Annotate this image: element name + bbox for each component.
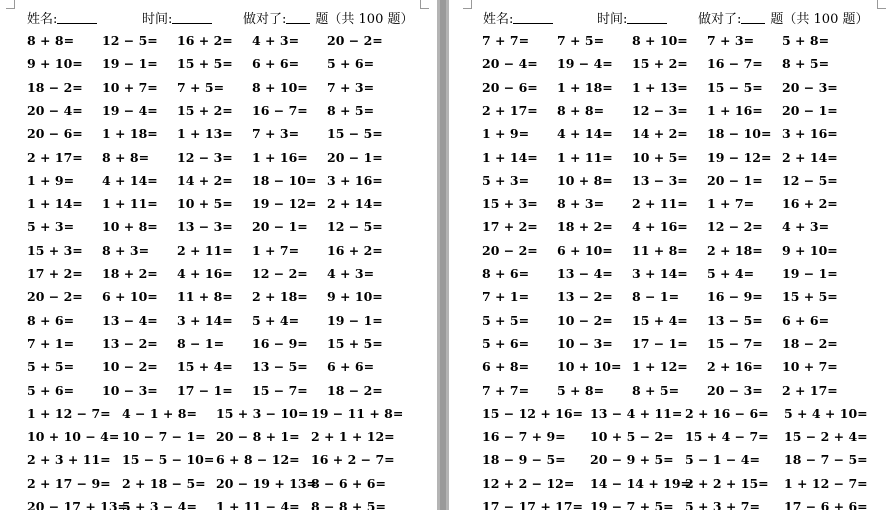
math-problem: 12 − 2= <box>707 219 763 235</box>
math-problem: 12 − 3= <box>632 102 688 118</box>
math-problem: 15 + 3= <box>482 196 538 212</box>
math-problem: 4 + 3= <box>782 219 830 235</box>
math-problem: 13 − 5= <box>707 312 763 328</box>
time-label: 时间: <box>597 12 628 27</box>
math-problem: 7 + 7= <box>482 382 530 398</box>
math-problem: 18 − 2= <box>782 335 838 351</box>
math-problem: 10 − 3= <box>102 382 158 398</box>
worksheet-page-left <box>0 0 437 510</box>
worksheet-header <box>449 6 892 26</box>
math-problem: 15 − 7= <box>707 335 763 351</box>
math-problem: 14 + 2= <box>177 172 233 188</box>
mixed-math-problem: 2 + 18 − 5= <box>122 475 206 491</box>
math-problem: 1 + 13= <box>177 126 233 142</box>
math-problem: 18 − 10= <box>707 126 772 142</box>
math-problem: 16 − 7= <box>707 56 763 72</box>
math-problem: 20 − 1= <box>707 172 763 188</box>
math-problem: 13 − 3= <box>177 219 233 235</box>
math-problem: 1 + 7= <box>252 242 300 258</box>
math-problem: 15 − 5= <box>707 79 763 95</box>
math-problem: 10 + 7= <box>102 79 158 95</box>
math-problem: 19 − 12= <box>707 149 772 165</box>
mixed-math-problem: 15 + 4 − 7= <box>685 429 769 445</box>
math-problem: 2 + 17= <box>482 102 538 118</box>
math-problem: 5 + 5= <box>482 312 530 328</box>
math-problem: 3 + 16= <box>327 172 383 188</box>
math-problem: 2 + 14= <box>327 196 383 212</box>
math-problem: 20 − 3= <box>782 79 838 95</box>
math-problem: 10 + 5= <box>177 196 233 212</box>
math-problem: 17 − 1= <box>632 335 688 351</box>
math-problem: 1 + 11= <box>557 149 613 165</box>
math-problem: 6 + 8= <box>482 359 530 375</box>
mixed-math-problem: 15 − 5 − 10= <box>122 452 215 468</box>
math-problem: 15 + 5= <box>177 56 233 72</box>
math-problem: 1 + 9= <box>482 126 530 142</box>
math-problem: 16 − 9= <box>707 289 763 305</box>
math-problem: 15 − 7= <box>252 382 308 398</box>
math-problem: 8 + 3= <box>557 196 605 212</box>
math-problem: 7 + 5= <box>177 79 225 95</box>
mixed-math-problem: 15 + 3 − 10= <box>216 405 309 421</box>
name-blank[interactable] <box>57 11 97 24</box>
time-field[interactable] <box>142 8 212 27</box>
worksheet-header <box>0 6 437 26</box>
math-problem: 19 − 4= <box>557 56 613 72</box>
math-problem: 13 − 4= <box>102 312 158 328</box>
mixed-math-problem: 2 + 2 + 15= <box>685 475 769 491</box>
math-problem: 18 − 2= <box>27 79 83 95</box>
correct-label: 做对了: <box>698 12 742 27</box>
math-problem: 6 + 6= <box>782 312 830 328</box>
math-problem: 20 − 1= <box>252 219 308 235</box>
math-problem: 8 + 5= <box>782 56 830 72</box>
total-label: 题（共 100 题） <box>770 12 869 27</box>
math-problem: 5 + 3= <box>482 172 530 188</box>
math-problem: 4 + 14= <box>557 126 613 142</box>
mixed-math-problem: 6 + 8 − 12= <box>216 452 300 468</box>
math-problem: 8 − 1= <box>632 289 680 305</box>
mixed-math-problem: 16 − 7 + 9= <box>482 429 566 445</box>
mixed-math-problem: 10 + 5 − 2= <box>590 429 674 445</box>
math-problem: 17 + 2= <box>27 266 83 281</box>
math-problem: 1 + 18= <box>102 126 158 142</box>
math-problem: 17 − 1= <box>177 382 233 398</box>
math-problem: 1 + 14= <box>482 149 538 165</box>
math-problem: 15 + 5= <box>782 289 838 305</box>
math-problem: 15 + 4= <box>632 312 688 328</box>
math-problem: 8 + 5= <box>327 102 375 118</box>
math-problem: 2 + 11= <box>632 196 688 212</box>
math-problem: 20 − 4= <box>482 56 538 72</box>
math-problem: 4 + 16= <box>177 266 233 281</box>
math-problem: 10 + 10= <box>557 359 622 375</box>
math-problem: 8 + 6= <box>482 266 530 281</box>
math-problem: 5 + 8= <box>557 382 605 398</box>
math-problem: 14 + 2= <box>632 126 688 142</box>
math-problem: 15 + 4= <box>177 359 233 375</box>
math-problem: 10 − 2= <box>102 359 158 375</box>
math-problem: 8 + 8= <box>27 33 75 48</box>
mixed-math-problem: 15 − 2 + 4= <box>784 429 868 445</box>
page-gutter <box>437 0 449 510</box>
math-problem: 15 − 5= <box>327 126 383 142</box>
math-problem: 13 − 5= <box>252 359 308 375</box>
correct-blank[interactable] <box>286 11 310 24</box>
math-problem: 5 + 6= <box>327 56 375 72</box>
mixed-math-problem: 20 − 9 + 5= <box>590 452 674 468</box>
math-problem: 8 + 6= <box>27 312 75 328</box>
math-problem: 4 + 14= <box>102 172 158 188</box>
math-problem: 5 + 6= <box>482 335 530 351</box>
mixed-math-problem: 13 − 4 + 11= <box>590 405 683 421</box>
math-problem: 5 + 4= <box>252 312 300 328</box>
name-label: 姓名: <box>483 12 514 27</box>
math-problem: 11 + 8= <box>632 242 688 258</box>
mixed-math-problem: 10 − 7 − 1= <box>122 429 206 445</box>
math-problem: 7 + 1= <box>27 335 75 351</box>
mixed-math-problem: 1 + 12 − 7= <box>784 475 868 491</box>
math-problem: 19 − 4= <box>102 102 158 118</box>
math-problem: 8 + 3= <box>102 242 150 258</box>
math-problem: 2 + 18= <box>707 242 763 258</box>
math-problem: 16 + 2= <box>327 242 383 258</box>
time-blank[interactable] <box>627 11 667 24</box>
math-problem: 15 + 5= <box>327 335 383 351</box>
math-problem: 18 + 2= <box>102 266 158 281</box>
name-field[interactable] <box>27 8 97 27</box>
mixed-math-problem: 19 − 11 + 8= <box>311 405 404 421</box>
mixed-math-problem: 18 − 9 − 5= <box>482 452 566 468</box>
correct-blank[interactable] <box>741 11 765 24</box>
mixed-math-problem: 5 − 1 − 4= <box>685 452 760 468</box>
mixed-math-problem: 8 − 6 + 6= <box>311 475 386 491</box>
math-problem: 12 − 3= <box>177 149 233 165</box>
math-problem: 3 + 14= <box>177 312 233 328</box>
time-label: 时间: <box>142 12 173 27</box>
math-problem: 16 + 2= <box>782 196 838 212</box>
mixed-math-problem: 5 + 3 − 4= <box>122 499 197 510</box>
math-problem: 1 + 12= <box>632 359 688 375</box>
math-problem: 12 − 2= <box>252 266 308 281</box>
mixed-math-problem: 17 − 6 + 6= <box>784 499 868 510</box>
math-problem: 10 + 7= <box>782 359 838 375</box>
math-problem: 15 + 2= <box>632 56 688 72</box>
math-problem: 12 − 5= <box>327 219 383 235</box>
mixed-math-problem: 20 − 17 + 13= <box>27 499 129 510</box>
math-problem: 3 + 16= <box>782 126 838 142</box>
time-blank[interactable] <box>172 11 212 24</box>
math-problem: 10 + 8= <box>102 219 158 235</box>
math-problem: 8 + 5= <box>632 382 680 398</box>
math-problem: 9 + 10= <box>782 242 838 258</box>
mixed-math-problem: 2 + 17 − 9= <box>27 475 111 491</box>
mixed-math-problem: 17 − 17 + 17= <box>482 499 584 510</box>
math-problem: 13 − 3= <box>632 172 688 188</box>
math-problem: 2 + 16= <box>707 359 763 375</box>
math-problem: 20 − 2= <box>27 289 83 305</box>
math-problem: 20 − 1= <box>327 149 383 165</box>
mixed-math-problem: 20 − 19 + 13= <box>216 475 318 491</box>
mixed-math-problem: 15 − 12 + 16= <box>482 405 584 421</box>
math-problem: 11 + 8= <box>177 289 233 305</box>
math-problem: 17 + 2= <box>482 219 538 235</box>
mixed-math-problem: 18 − 7 − 5= <box>784 452 868 468</box>
math-problem: 4 + 3= <box>327 266 375 281</box>
math-problem: 12 − 5= <box>102 33 158 48</box>
math-problem: 6 + 6= <box>327 359 375 375</box>
math-problem: 1 + 9= <box>27 172 75 188</box>
math-problem: 4 + 3= <box>252 33 300 48</box>
math-problem: 19 − 12= <box>252 196 317 212</box>
math-problem: 2 + 17= <box>27 149 83 165</box>
math-problem: 18 − 10= <box>252 172 317 188</box>
math-problem: 2 + 17= <box>782 382 838 398</box>
math-problem: 16 − 9= <box>252 335 308 351</box>
math-problem: 1 + 18= <box>557 79 613 95</box>
math-problem: 7 + 7= <box>482 33 530 48</box>
name-label: 姓名: <box>27 12 58 27</box>
math-problem: 15 + 2= <box>177 102 233 118</box>
math-problem: 13 − 2= <box>557 289 613 305</box>
math-problem: 20 − 4= <box>27 102 83 118</box>
math-problem: 8 + 8= <box>557 102 605 118</box>
math-problem: 6 + 10= <box>102 289 158 305</box>
math-problem: 2 + 14= <box>782 149 838 165</box>
math-problem: 5 + 4= <box>707 266 755 281</box>
mixed-math-problem: 5 + 3 + 7= <box>685 499 760 510</box>
math-problem: 8 + 8= <box>102 149 150 165</box>
math-problem: 7 + 3= <box>707 33 755 48</box>
name-blank[interactable] <box>513 11 553 24</box>
mixed-math-problem: 19 − 7 + 5= <box>590 499 674 510</box>
math-problem: 10 + 8= <box>557 172 613 188</box>
math-problem: 1 + 7= <box>707 196 755 212</box>
math-problem: 18 + 2= <box>557 219 613 235</box>
mixed-math-problem: 1 + 12 − 7= <box>27 405 111 421</box>
mixed-math-problem: 1 + 11 − 4= <box>216 499 300 510</box>
math-problem: 16 − 7= <box>252 102 308 118</box>
math-problem: 20 − 1= <box>782 102 838 118</box>
math-problem: 5 + 8= <box>782 33 830 48</box>
math-problem: 7 + 5= <box>557 33 605 48</box>
math-problem: 12 − 5= <box>782 172 838 188</box>
math-problem: 10 − 3= <box>557 335 613 351</box>
mixed-math-problem: 8 − 8 + 5= <box>311 499 386 510</box>
math-problem: 9 + 10= <box>327 289 383 305</box>
math-problem: 6 + 6= <box>252 56 300 72</box>
mixed-math-problem: 20 − 8 + 1= <box>216 429 300 445</box>
math-problem: 2 + 11= <box>177 242 233 258</box>
math-problem: 4 + 16= <box>632 219 688 235</box>
math-problem: 20 − 6= <box>482 79 538 95</box>
math-problem: 13 − 4= <box>557 266 613 281</box>
total-label: 题（共 100 题） <box>315 12 414 27</box>
math-problem: 10 − 2= <box>557 312 613 328</box>
math-problem: 16 + 2= <box>177 33 233 48</box>
math-problem: 13 − 2= <box>102 335 158 351</box>
math-problem: 15 + 3= <box>27 242 83 258</box>
math-problem: 5 + 5= <box>27 359 75 375</box>
math-problem: 5 + 6= <box>27 382 75 398</box>
gutter-shadow <box>440 0 446 510</box>
mixed-math-problem: 2 + 16 − 6= <box>685 405 769 421</box>
math-problem: 20 − 2= <box>327 33 383 48</box>
mixed-math-problem: 14 − 14 + 19= <box>590 475 692 491</box>
math-problem: 7 + 3= <box>327 79 375 95</box>
mixed-math-problem: 16 + 2 − 7= <box>311 452 395 468</box>
math-problem: 6 + 10= <box>557 242 613 258</box>
math-problem: 5 + 3= <box>27 219 75 235</box>
math-problem: 1 + 13= <box>632 79 688 95</box>
math-problem: 1 + 14= <box>27 196 83 212</box>
mixed-math-problem: 10 + 10 − 4= <box>27 429 120 445</box>
math-problem: 7 + 3= <box>252 126 300 142</box>
math-problem: 1 + 11= <box>102 196 158 212</box>
math-problem: 19 − 1= <box>102 56 158 72</box>
worksheet-page-right <box>449 0 892 510</box>
math-problem: 1 + 16= <box>252 149 308 165</box>
name-field[interactable] <box>483 8 553 27</box>
math-problem: 3 + 14= <box>632 266 688 281</box>
score-field[interactable] <box>243 8 413 27</box>
mixed-math-problem: 4 − 1 + 8= <box>122 405 197 421</box>
mixed-math-problem: 12 + 2 − 12= <box>482 475 575 491</box>
time-field[interactable] <box>597 8 667 27</box>
math-problem: 20 − 3= <box>707 382 763 398</box>
math-problem: 2 + 18= <box>252 289 308 305</box>
math-problem: 10 + 5= <box>632 149 688 165</box>
math-problem: 8 − 1= <box>177 335 225 351</box>
correct-label: 做对了: <box>243 12 287 27</box>
math-problem: 9 + 10= <box>27 56 83 72</box>
math-problem: 18 − 2= <box>327 382 383 398</box>
mixed-math-problem: 2 + 1 + 12= <box>311 429 395 445</box>
math-problem: 19 − 1= <box>327 312 383 328</box>
mixed-math-problem: 5 + 4 + 10= <box>784 405 868 421</box>
math-problem: 19 − 1= <box>782 266 838 281</box>
math-problem: 20 − 6= <box>27 126 83 142</box>
math-problem: 7 + 1= <box>482 289 530 305</box>
mixed-math-problem: 2 + 3 + 11= <box>27 452 111 468</box>
math-problem: 20 − 2= <box>482 242 538 258</box>
math-problem: 1 + 16= <box>707 102 763 118</box>
math-problem: 8 + 10= <box>632 33 688 48</box>
math-problem: 8 + 10= <box>252 79 308 95</box>
score-field[interactable] <box>698 8 868 27</box>
